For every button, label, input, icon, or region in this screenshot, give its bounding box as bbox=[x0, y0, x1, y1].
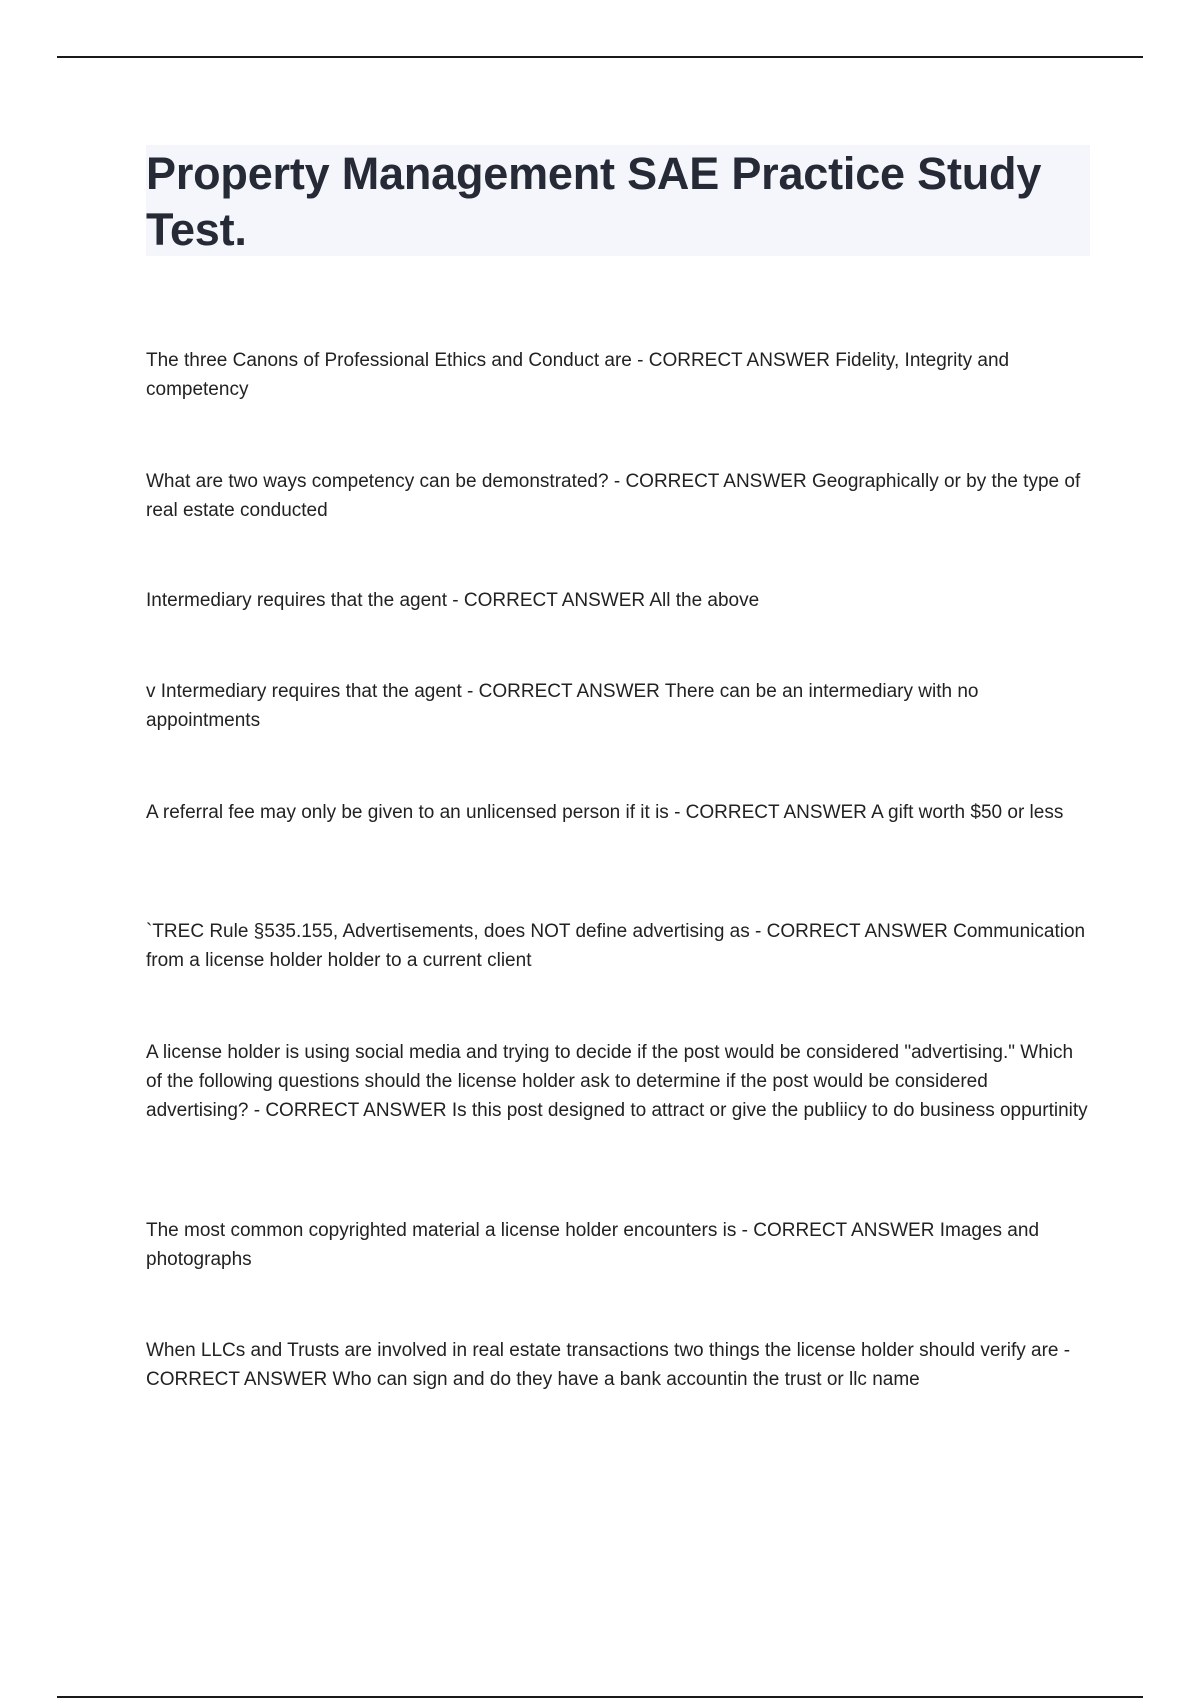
question-item-9: When LLCs and Trusts are involved in real estate transactions two things the license holder should verify are - CORRECT ANSWER Who can sign and do they have a bank accountin the trust or llc name bbox=[146, 1340, 1071, 1390]
question-item-6: `TREC Rule §535.155, Advertisements, does NOT define advertising as - CORRECT ANSWER Communication from a license holder holder to a current client bbox=[146, 921, 1086, 971]
title-block bbox=[146, 145, 1090, 256]
question-item-2: What are two ways competency can be demonstrated? - CORRECT ANSWER Geographically or by the type of real estate conducted bbox=[146, 471, 1081, 521]
question-item-7: A license holder is using social media and trying to decide if the post would be considered "advertising." Which of the following questions should the license holder ask to determine if the post would be considered advertising? - CORRECT ANSWER Is this post designed to attract or give the publiicy to do business oppurtinity bbox=[146, 1042, 1088, 1121]
question-item-8: The most common copyrighted material a license holder encounters is - CORRECT ANSWER Images and photographs bbox=[146, 1220, 1040, 1270]
top-rule bbox=[57, 56, 1143, 58]
question-item-1: The three Canons of Professional Ethics and Conduct are - CORRECT ANSWER Fidelity, Integrity and competency bbox=[146, 350, 1010, 400]
page-title: Property Management SAE Practice Study Test. bbox=[146, 148, 1042, 255]
question-item-3: Intermediary requires that the agent - CORRECT ANSWER All the above bbox=[146, 590, 760, 611]
bottom-rule bbox=[57, 1696, 1143, 1698]
question-item-4: v Intermediary requires that the agent - CORRECT ANSWER There can be an intermediary with no appointments bbox=[146, 681, 979, 731]
question-item-5: A referral fee may only be given to an unlicensed person if it is - CORRECT ANSWER A gift worth $50 or less bbox=[146, 802, 1064, 823]
